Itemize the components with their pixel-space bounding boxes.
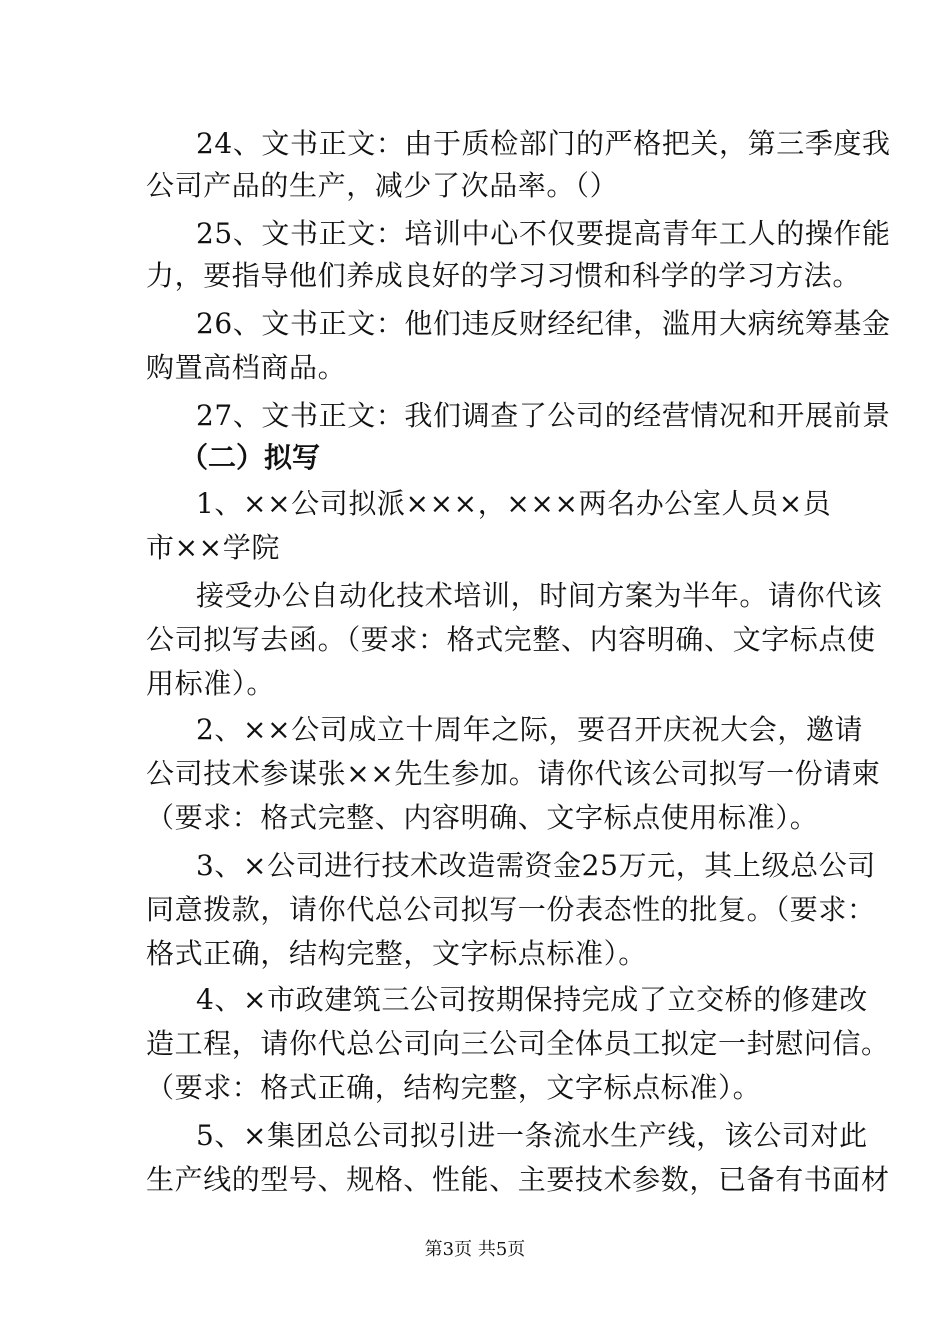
paragraph-line: 市××学院 <box>146 531 280 564</box>
paragraph-line: 公司技术参谋张××先生参加。请你代该公司拟写一份请柬 <box>146 757 881 790</box>
paragraph-line: 5、×集团总公司拟引进一条流水生产线，该公司对此 <box>196 1119 868 1152</box>
paragraph-line: 25、文书正文：培训中心不仅要提高青年工人的操作能 <box>196 217 891 250</box>
paragraph-line: （要求：格式完整、内容明确、文字标点使用标准）。 <box>146 801 819 834</box>
paragraph-line: 1、××公司拟派×××，×××两名办公室人员×员 <box>196 487 832 520</box>
paragraph-line: 接受办公自动化技术培训，时间方案为半年。请你代该 <box>196 579 883 612</box>
paragraph-line: 公司拟写去函。（要求：格式完整、内容明确、文字标点使 <box>146 623 876 656</box>
paragraph-line: 力，要指导他们养成良好的学习习惯和科学的学习方法。 <box>146 259 862 292</box>
paragraph-line: 3、×公司进行技术改造需资金25万元，其上级总公司 <box>196 849 876 882</box>
paragraph-line: 格式正确，结构完整，文字标点标准）。 <box>146 937 647 970</box>
paragraph-line: 24、文书正文：由于质检部门的严格把关，第三季度我 <box>196 127 891 160</box>
section-heading: （二）拟写 <box>180 441 321 474</box>
paragraph-line: 用标准）。 <box>146 667 276 700</box>
paragraph-line: 2、××公司成立十周年之际，要召开庆祝大会，邀请 <box>196 713 864 746</box>
paragraph-line: 购置高档商品。 <box>146 351 347 384</box>
paragraph-line: 同意拨款，请你代总公司拟写一份表态性的批复。（要求： <box>146 893 876 926</box>
paragraph-line: 生产线的型号、规格、性能、主要技术参数，已备有书面材 <box>146 1163 890 1196</box>
paragraph-line: （要求：格式正确，结构完整，文字标点标准）。 <box>146 1071 762 1104</box>
paragraph-line: 27、文书正文：我们调查了公司的经营情况和开展前景 <box>196 399 891 432</box>
paragraph-line: 公司产品的生产，减少了次品率。（） <box>146 169 619 202</box>
paragraph-line: 4、×市政建筑三公司按期保持完成了立交桥的修建改 <box>196 983 868 1016</box>
page-number: 第3页 共5页 <box>424 1239 526 1260</box>
paragraph-line: 造工程，请你代总公司向三公司全体员工拟定一封慰问信。 <box>146 1027 890 1060</box>
paragraph-line: 26、文书正文：他们违反财经纪律，滥用大病统筹基金 <box>196 307 891 340</box>
